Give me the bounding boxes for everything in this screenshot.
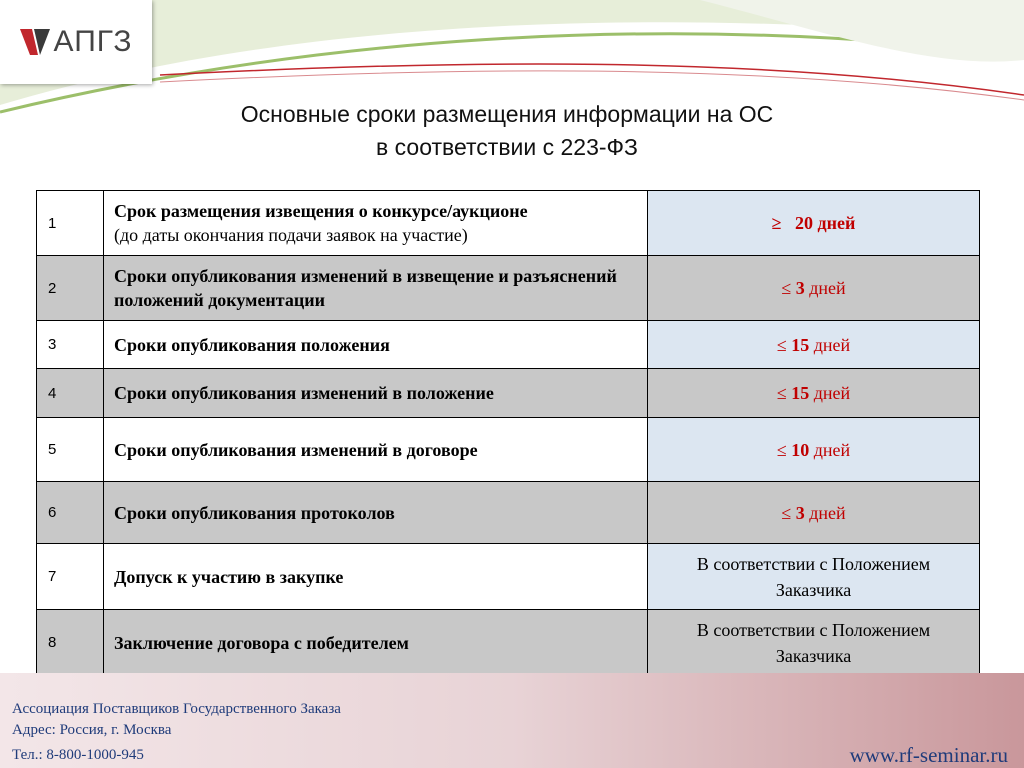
page-title: Основные сроки размещения информации на ОС в соответствии с 223-ФЗ bbox=[240, 101, 774, 160]
row-value: ≤ 3 дней bbox=[648, 256, 980, 321]
row-description: Заключение договора с победителем bbox=[104, 610, 648, 676]
table-row bbox=[37, 321, 980, 369]
footer-address: Адрес: Россия, г. Москва bbox=[12, 722, 172, 738]
row-number: 5 bbox=[37, 418, 104, 482]
row-value: ≤ 15 дней bbox=[648, 321, 980, 369]
row-value: ≤ 15 дней bbox=[648, 369, 980, 418]
row-number: 8 bbox=[37, 610, 104, 676]
table-row bbox=[37, 610, 980, 676]
row-description: Сроки опубликования изменений в положение bbox=[104, 369, 648, 418]
row-value: ≥ 20 дней bbox=[648, 191, 980, 256]
table-row bbox=[37, 418, 980, 482]
logo-text: АПГЗ bbox=[53, 25, 133, 58]
row-number: 7 bbox=[37, 544, 104, 610]
footer-site-link[interactable]: www.rf-seminar.ru bbox=[849, 743, 1008, 767]
footer bbox=[0, 673, 1024, 768]
row-number: 3 bbox=[37, 321, 104, 369]
footer-org: Ассоциация Поставщиков Государственного Заказа bbox=[12, 701, 341, 717]
row-description: Сроки опубликования изменений в извещение и разъяснений положений документации bbox=[104, 256, 648, 321]
logo bbox=[0, 0, 152, 84]
apgz-logo-mark-icon bbox=[20, 27, 50, 57]
row-number: 1 bbox=[37, 191, 104, 256]
row-description: Сроки опубликования протоколов bbox=[104, 482, 648, 544]
row-number: 6 bbox=[37, 482, 104, 544]
deadlines-table bbox=[36, 190, 980, 676]
table-row bbox=[37, 482, 980, 544]
table-row bbox=[37, 256, 980, 321]
row-description: Сроки опубликования положения bbox=[104, 321, 648, 369]
row-description: Допуск к участию в закупке bbox=[104, 544, 648, 610]
row-value: ≤ 10 дней bbox=[648, 418, 980, 482]
row-value: В соответствии с Положением Заказчика bbox=[648, 544, 980, 610]
row-description: Сроки опубликования изменений в договоре bbox=[104, 418, 648, 482]
row-description: Срок размещения извещения о конкурсе/аукционе (до даты окончания подачи заявок на участие) bbox=[104, 191, 648, 256]
table-row bbox=[37, 369, 980, 418]
row-number: 2 bbox=[37, 256, 104, 321]
row-number: 4 bbox=[37, 369, 104, 418]
footer-phone: Тел.: 8-800-1000-945 bbox=[12, 747, 144, 763]
row-value: В соответствии с Положением Заказчика bbox=[648, 610, 980, 676]
table-row bbox=[37, 544, 980, 610]
row-value: ≤ 3 дней bbox=[648, 482, 980, 544]
table-row bbox=[37, 191, 980, 256]
